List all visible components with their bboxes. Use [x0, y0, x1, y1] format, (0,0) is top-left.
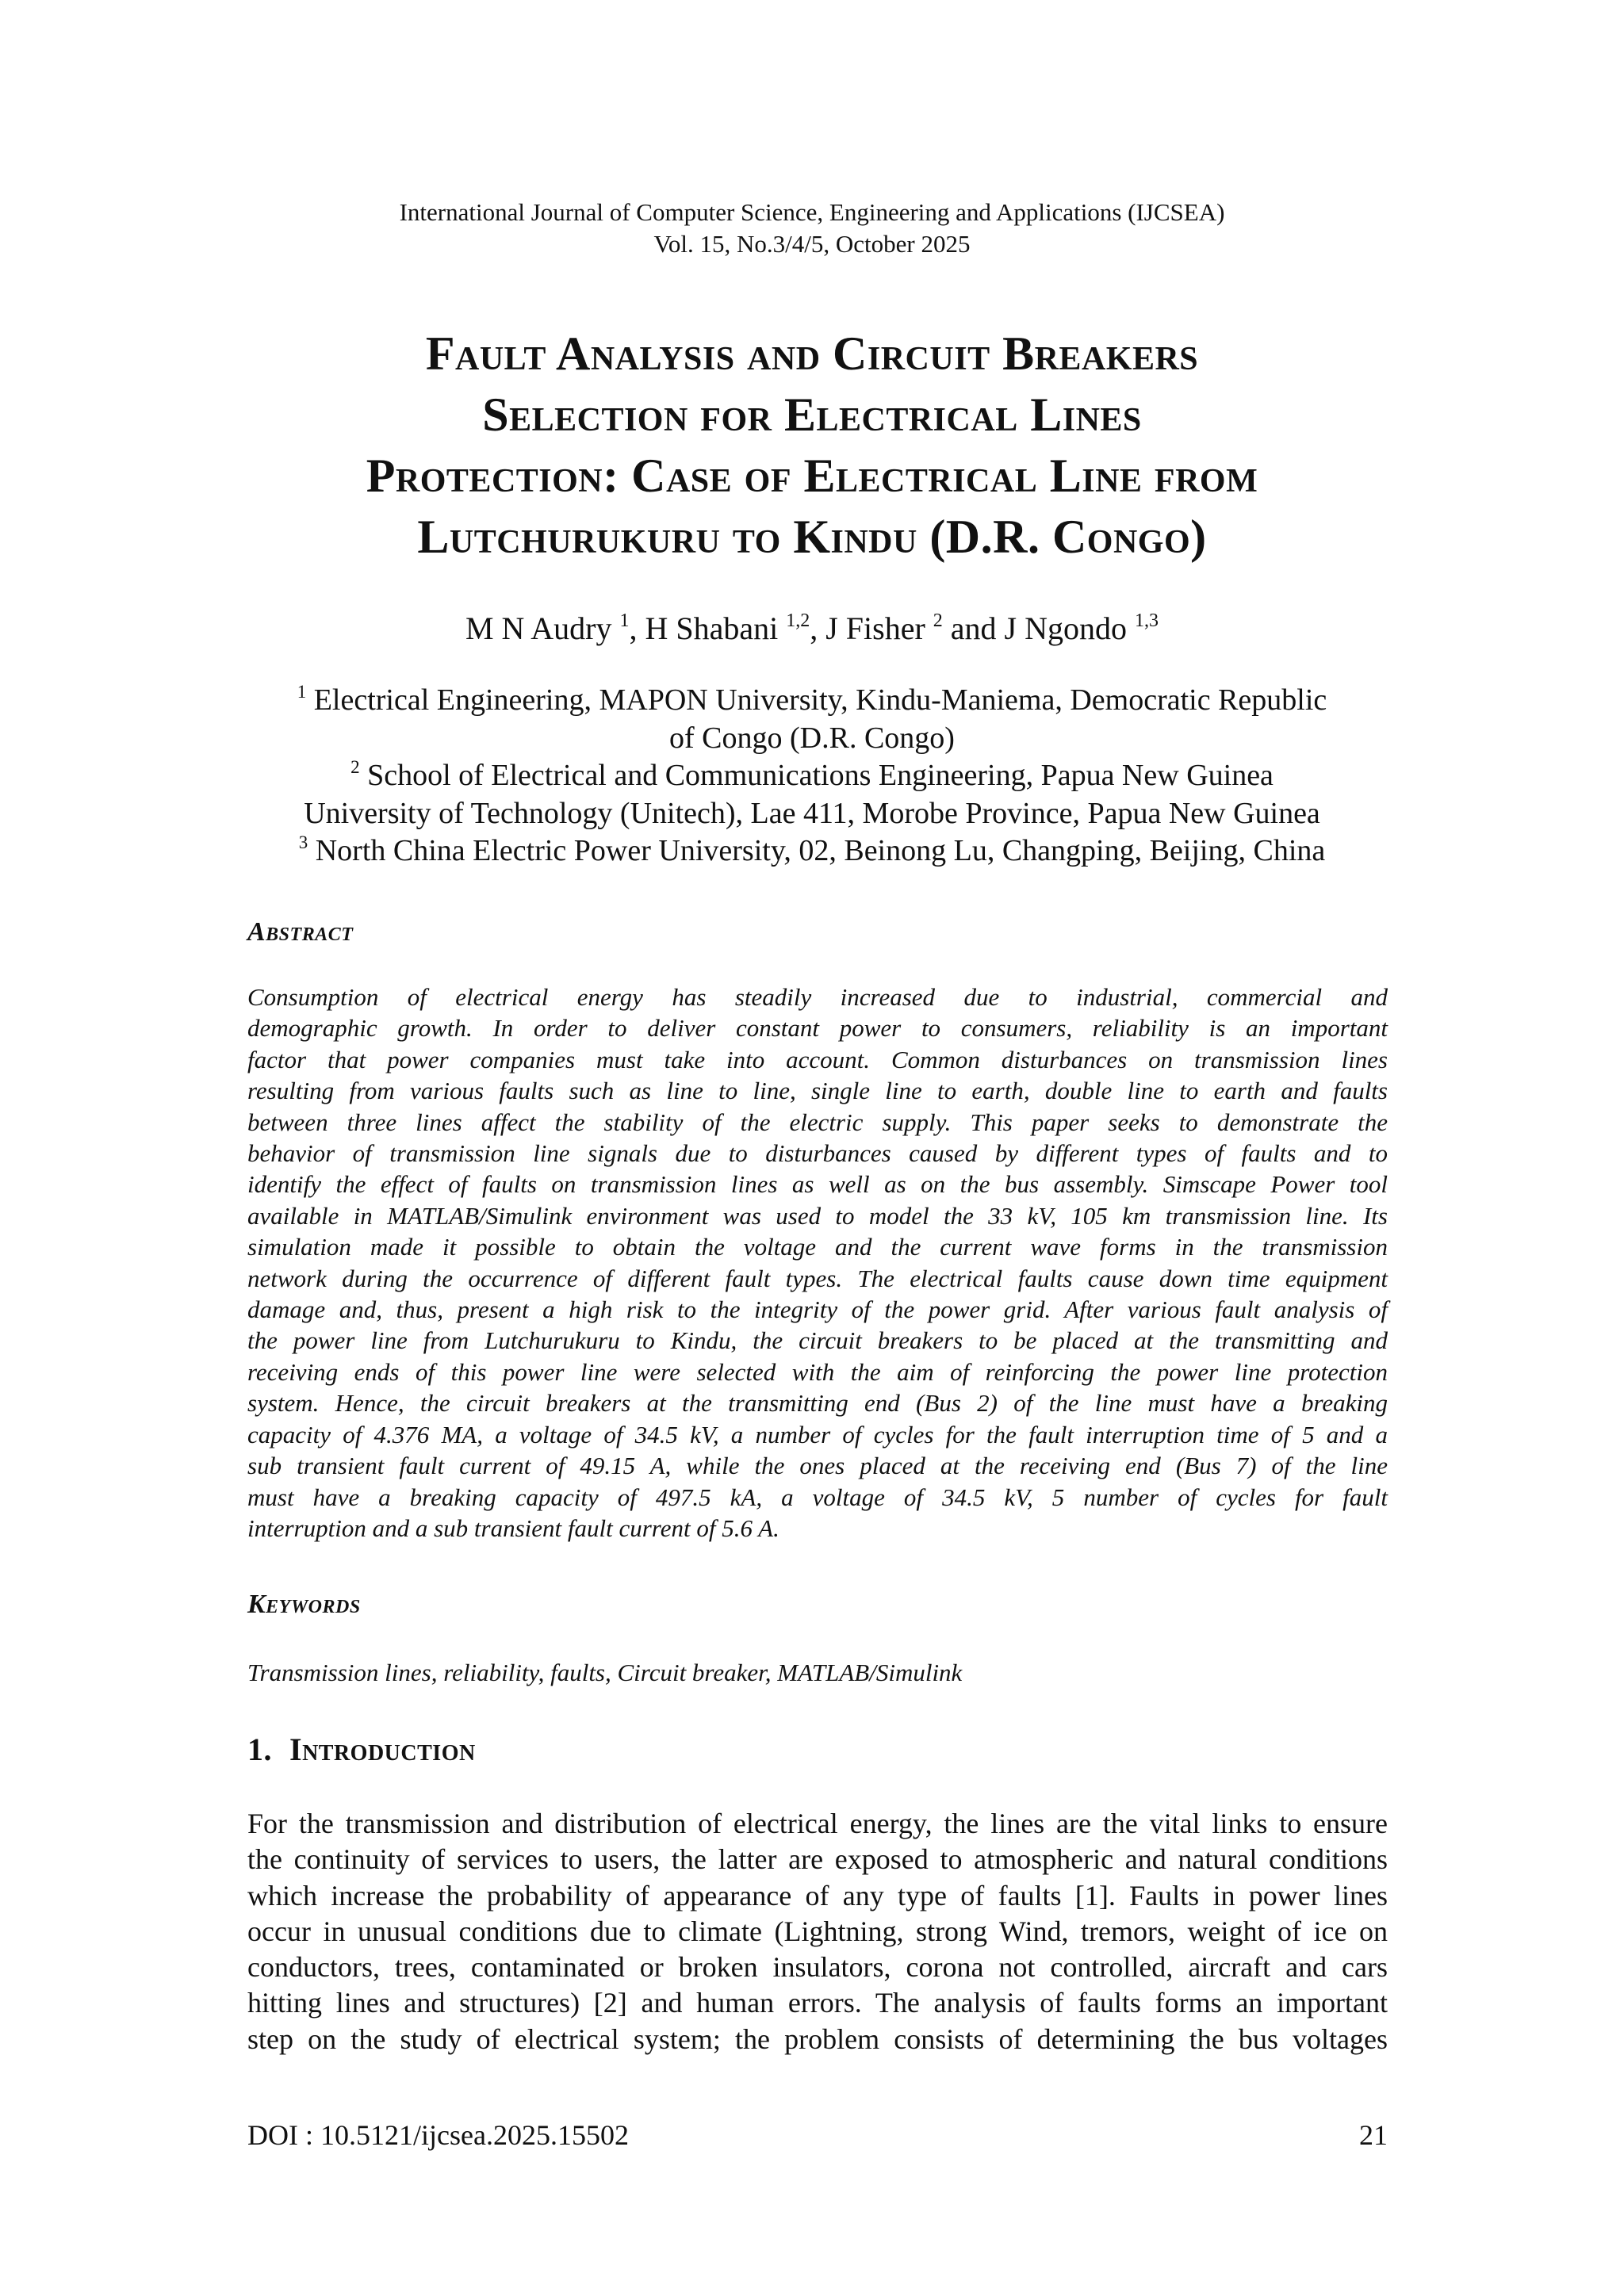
journal-header-line-2: Vol. 15, No.3/4/5, October 2025: [653, 230, 971, 258]
author-name: M N Audry: [465, 610, 612, 646]
introduction-heading: [247, 1730, 476, 1770]
section-number: 1.: [247, 1732, 272, 1767]
abstract-line: between three lines affect the stability of the electric supply. This paper seeks to demonstrate the: [247, 1108, 1388, 1136]
body-line: conductors, trees, contaminated or broken insulators, corona not controlled, aircraft and cars: [247, 1951, 1388, 1984]
affiliation-mark: 1,3: [1135, 610, 1159, 631]
body-line: occur in unusual conditions due to climate (Lightning, strong Wind, tremors, weight of ice on: [247, 1915, 1388, 1947]
affiliation-mark: 2: [350, 757, 360, 777]
abstract-body: [247, 982, 1388, 1544]
introduction-body: [247, 1806, 1388, 2057]
abstract-line: the power line from Lutchurukuru to Kindu, the circuit breakers to be placed at the transmitting and: [247, 1326, 1388, 1355]
author-separator: and: [942, 610, 1005, 646]
abstract-line: behavior of transmission line signals due to disturbances caused by different types of faults and to: [247, 1139, 1388, 1168]
body-line: step on the study of electrical system; the problem consists of determining the bus voltages: [247, 2022, 1388, 2055]
title-line: Protection: Case of Electrical Line from: [366, 450, 1258, 502]
affiliation-text: School of Electrical and Communications Engineering, Papua New Guinea: [367, 759, 1274, 792]
author-name: J Ngondo: [1004, 610, 1127, 646]
abstract-line: damage and, thus, present a high risk to the integrity of the power grid. After various fault analysis of: [247, 1295, 1388, 1324]
abstract-line: network during the occurrence of different fault types. The electrical faults cause down time equipment: [247, 1264, 1388, 1292]
author-name: J Fisher: [825, 610, 925, 646]
doi-footer: DOI : 10.5121/ijcsea.2025.15502: [247, 2119, 629, 2151]
page-number: 21: [1359, 2119, 1388, 2151]
affiliation-text: of Congo (D.R. Congo): [669, 721, 955, 755]
paper-title: [198, 323, 1426, 568]
journal-header-line-1: International Journal of Computer Science, Engineering and Applications (IJCSEA): [399, 198, 1225, 226]
title-line: Selection for Electrical Lines: [482, 388, 1142, 441]
abstract-line: system. Hence, the circuit breakers at the transmitting end (Bus 2) of the line must have a breaking: [247, 1389, 1388, 1418]
body-line: the continuity of services to users, the latter are exposed to atmospheric and natural conditions: [247, 1843, 1388, 1876]
author-list: [0, 609, 1624, 649]
keywords-text: Transmission lines, reliability, faults, Circuit breaker, MATLAB/Simulink: [247, 1659, 963, 1686]
abstract-line: receiving ends of this power line were selected with the aim of reinforcing the power line protection: [247, 1357, 1388, 1386]
abstract-line: must have a breaking capacity of 497.5 kA, a voltage of 34.5 kV, 5 number of cycles for fault: [247, 1483, 1388, 1511]
abstract-line: simulation made it possible to obtain the voltage and the current wave forms in the transmission: [247, 1233, 1388, 1261]
abstract-line: interruption and a sub transient fault current of 5.6 A.: [247, 1513, 779, 1542]
abstract-line: sub transient fault current of 49.15 A, while the ones placed at the receiving end (Bus 7) of the line: [247, 1452, 1388, 1480]
affiliation-mark: 1: [297, 682, 307, 702]
abstract-line: resulting from various faults such as line to line, single line to earth, double line to earth and faults: [247, 1077, 1388, 1105]
body-line: which increase the probability of appearance of any type of faults [1]. Faults in power lines: [247, 1879, 1388, 1911]
affiliation-3: [238, 832, 1386, 871]
affiliations: [238, 682, 1386, 871]
affiliation-text: Electrical Engineering, MAPON University, Kindu-Maniema, Democratic Republic: [313, 683, 1327, 717]
abstract-line: identify the effect of faults on transmission lines as well as on the bus assembly. Simscape Power tool: [247, 1170, 1388, 1199]
body-line: hitting lines and structures) [2] and human errors. The analysis of faults forms an important: [247, 1987, 1388, 2019]
abstract-line: demographic growth. In order to deliver constant power to consumers, reliability is an important: [247, 1014, 1388, 1043]
abstract-line: available in MATLAB/Simulink environment was used to model the 33 kV, 105 km transmission line. Its: [247, 1201, 1388, 1230]
abstract-line: factor that power companies must take into account. Common disturbances on transmission lines: [247, 1045, 1388, 1073]
title-line: Fault Analysis and Circuit Breakers: [425, 327, 1199, 380]
body-line: For the transmission and distribution of electrical energy, the lines are the vital links to ensure: [247, 1808, 1388, 1839]
author-separator: ,: [810, 610, 826, 646]
affiliation-mark: 2: [933, 610, 943, 631]
affiliation-mark: 1,2: [786, 610, 810, 631]
affiliation-2: [238, 757, 1386, 795]
title-line: Lutchurukuru to Kindu (D.R. Congo): [417, 511, 1207, 563]
affiliation-text: North China Electric Power University, 02, Beinong Lu, Changping, Beijing, China: [315, 834, 1326, 867]
section-title: Introduction: [289, 1732, 476, 1767]
keywords-heading: Keywords: [247, 1590, 361, 1619]
affiliation-1: [238, 682, 1386, 720]
affiliation-mark: 1: [619, 610, 630, 631]
affiliation-text: University of Technology (Unitech), Lae 411, Morobe Province, Papua New Guinea: [304, 796, 1320, 830]
abstract-line: Consumption of electrical energy has steadily increased due to industrial, commercial and: [247, 983, 1388, 1011]
author-name: H Shabani: [645, 610, 779, 646]
abstract-heading: Abstract: [247, 917, 354, 947]
author-separator: ,: [629, 610, 645, 646]
affiliation-mark: 3: [298, 832, 308, 852]
abstract-line: capacity of 4.376 MA, a voltage of 34.5 kV, a number of cycles for the fault interruption time of 5 and a: [247, 1420, 1388, 1448]
